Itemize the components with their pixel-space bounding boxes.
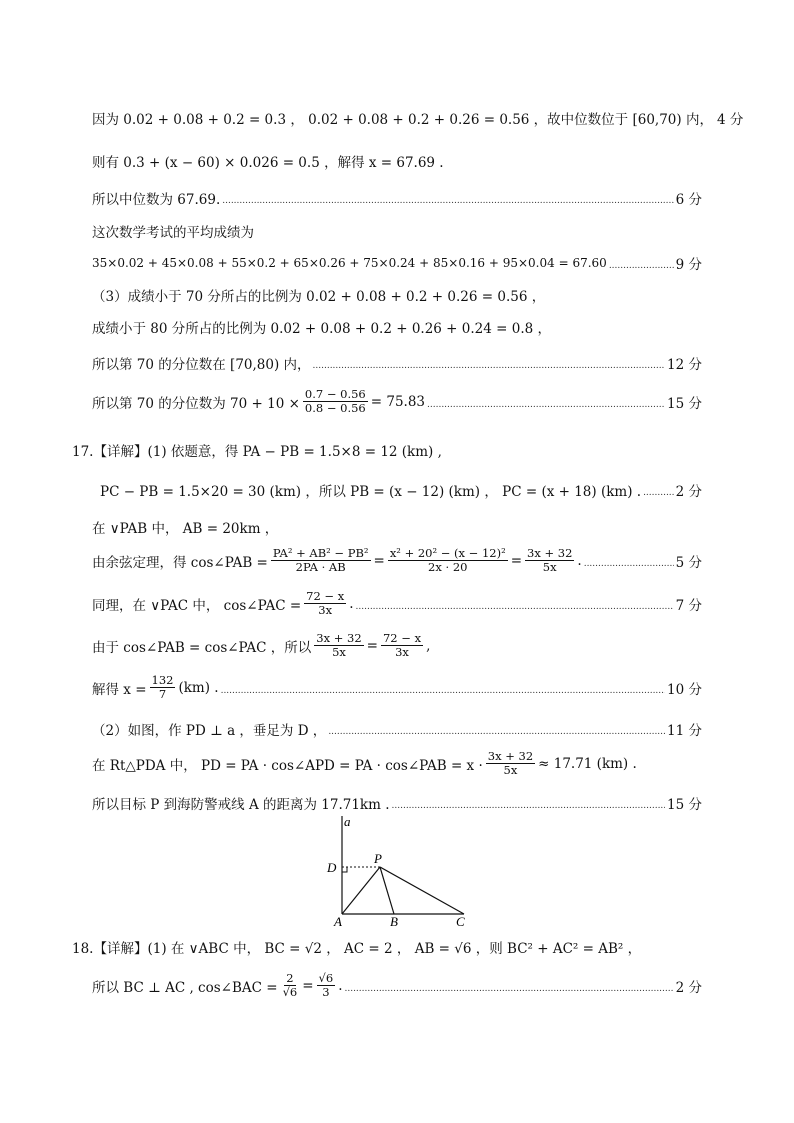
- triangle-figure: [318, 812, 478, 928]
- numerator: 132: [151, 673, 174, 687]
- expr-suffix: (km) .: [178, 679, 219, 696]
- question-heading: [72, 440, 702, 460]
- expr-prefix: 同理，在 ∨PAC 中， cos∠PAC =: [92, 597, 302, 614]
- solution-line: [92, 547, 702, 574]
- score-mark: 15 分: [667, 395, 702, 412]
- score-mark: 10 分: [667, 681, 702, 698]
- solution-line: [92, 353, 702, 373]
- fraction: [150, 674, 176, 701]
- numerator: 3x + 32: [316, 631, 362, 645]
- fraction: [271, 547, 371, 574]
- label-c: C: [456, 914, 465, 928]
- line-text: 所以第 70 的分位数在 [70,80) 内，: [92, 357, 311, 373]
- denominator: 3: [322, 985, 330, 1000]
- right-angle-mark: [342, 867, 347, 872]
- solution-line: [92, 517, 702, 537]
- score-mark: 4 分: [716, 112, 744, 128]
- leader-dots: [609, 256, 674, 270]
- solution-line: [92, 793, 702, 813]
- expr-prefix: 在 Rt△PDA 中， PD = PA · cos∠APD = PA · cos∠PAB = x ·: [92, 757, 483, 774]
- denominator: 5x: [332, 645, 346, 660]
- solution-line: [92, 253, 702, 273]
- fraction: [388, 547, 508, 574]
- leader-dots: [328, 722, 665, 736]
- numerator: x² + 20² − (x − 12)²: [389, 546, 506, 560]
- denominator: 7: [158, 687, 167, 702]
- leader-dots: [344, 979, 673, 993]
- line-text: 所以 BC ⊥ AC , cos∠BAC = $\frac{2}{√6}$ = $\frac{√6}{3}$ .: [92, 971, 343, 1000]
- label-p: P: [374, 851, 382, 866]
- score-mark: 12 分: [667, 357, 702, 373]
- numerator: 72 − x: [306, 589, 345, 603]
- fraction: [314, 632, 363, 659]
- line-text: 因为 0.02 + 0.08 + 0.2 = 0.3 ， 0.02 + 0.08 + 0.2 + 0.26 = 0.56 ，故中位数位于 [60,70) 内，: [92, 112, 713, 128]
- fraction: [303, 388, 368, 415]
- fraction: [381, 632, 423, 659]
- fraction: [281, 972, 300, 999]
- expr-suffix: = 75.83: [370, 393, 426, 410]
- line-text: [92, 388, 425, 415]
- denominator: 5x: [503, 763, 518, 778]
- expr-prefix: 由余弦定理，得 cos∠PAB =: [92, 554, 268, 571]
- score-mark: 11 分: [667, 723, 702, 739]
- leader-dots: [584, 554, 674, 568]
- solution-line: [92, 151, 702, 171]
- numerator: √6: [318, 971, 334, 985]
- line-text: 则有 0.3 + (x − 60) × 0.026 = 0.5 ，解得 x = 67.69 .: [92, 155, 444, 171]
- fraction: [525, 547, 574, 574]
- score-mark: 7 分: [675, 597, 702, 614]
- denominator: 3x: [318, 603, 333, 618]
- score-mark: 6 分: [675, 192, 702, 208]
- denominator: √6: [282, 985, 298, 1000]
- denominator: 0.8 − 0.56: [304, 401, 366, 416]
- score-mark: 5 分: [675, 554, 702, 571]
- label-b: B: [390, 914, 398, 928]
- solution-line: [92, 632, 702, 659]
- denominator: 5x: [542, 560, 557, 575]
- solution-line: [92, 750, 702, 777]
- solution-line: [92, 317, 702, 337]
- numerator: 3x + 32: [527, 546, 573, 560]
- line-text: 这次数学考试的平均成绩为: [92, 225, 254, 241]
- fraction: [317, 972, 336, 999]
- numerator: 72 − x: [382, 631, 422, 645]
- solution-line: [100, 480, 702, 500]
- score-mark: 2 分: [675, 484, 702, 500]
- score-mark: 2 分: [675, 979, 702, 996]
- score-mark: 15 分: [667, 797, 702, 813]
- line-text: （2）如图，作 PD ⊥ a ，垂足为 D ，: [92, 723, 327, 739]
- line-text: 在 ∨PAB 中， AB = 20km ，: [92, 521, 279, 537]
- line-text: 所以目标 P 到海防警戒线 A 的距离为 17.71km .: [92, 797, 390, 813]
- segment-ap: [342, 867, 380, 914]
- solution-line: [92, 221, 702, 241]
- line-text: 17.【详解】(1) 依题意，得 PA − PB = 1.5×8 = 12 (km) ,: [72, 444, 442, 460]
- fraction: [486, 750, 535, 777]
- line-text: 由余弦定理，得 cos∠PAB = $\frac{\text{PA² + AB² − PB²}}{2PA \cdot AB}$ = $\frac{\text{x² + 20² − (x − 12)²}}{2x \cdot 20}$ = $\frac{3x + 32}{5x}$ .: [92, 546, 582, 575]
- solution-line: [92, 285, 702, 305]
- line-text: [92, 674, 219, 701]
- segment-pc: [380, 867, 464, 914]
- label-d: D: [327, 860, 337, 875]
- solution-line: [92, 674, 702, 701]
- expr-prefix: 解得 x =: [92, 681, 147, 698]
- line-text: 同理，在 ∨PAC 中， cos∠PAC = $\frac{72 - x}{3x}$ .: [92, 589, 354, 618]
- label-a: a: [344, 814, 351, 829]
- solution-line: [92, 388, 702, 415]
- line-text: 所以中位数为 67.69.: [92, 192, 221, 208]
- solution-line: [92, 590, 702, 617]
- leader-dots: [392, 796, 666, 810]
- leader-dots: [427, 395, 665, 409]
- leader-dots: [313, 356, 665, 370]
- expr-prefix: 所以 BC ⊥ AC , cos∠BAC =: [92, 979, 278, 996]
- expr-suffix: ≈ 17.71 (km) .: [538, 755, 637, 772]
- denominator: 2x · 20: [428, 560, 468, 575]
- denominator: 2PA · AB: [295, 560, 346, 575]
- score-mark: 9 分: [675, 257, 702, 273]
- solution-line: [92, 719, 702, 739]
- line-text: 成绩小于 80 分所占的比例为 0.02 + 0.08 + 0.2 + 0.26 + 0.24 = 0.8 ，: [92, 321, 551, 337]
- numerator: PA² + AB² − PB²: [272, 546, 369, 560]
- numerator: 0.7 − 0.56: [304, 387, 366, 401]
- solution-line: [92, 108, 744, 128]
- expr-prefix: 所以第 70 的分位数为 70 + 10 ×: [92, 395, 300, 412]
- question-heading: [72, 937, 702, 957]
- line-text: 35×0.02 + 45×0.08 + 55×0.2 + 65×0.26 + 75×0.24 + 85×0.16 + 95×0.04 = 67.60: [92, 256, 607, 270]
- line-text: [92, 750, 637, 777]
- line-text: （3）成绩小于 70 分所占的比例为 0.02 + 0.08 + 0.2 + 0.26 = 0.56 ，: [92, 289, 546, 305]
- solution-line: [92, 188, 702, 208]
- line-text: 18.【详解】(1) 在 ∨ABC 中， BC = √2 ， AC = 2 ， AB = √6 ，则 BC² + AC² = AB² ，: [72, 941, 642, 957]
- leader-dots: [643, 483, 674, 497]
- numerator: 3x + 32: [487, 749, 534, 763]
- solution-line: [92, 972, 702, 999]
- denominator: 3x: [395, 645, 409, 660]
- expr-prefix: 由于 cos∠PAB = cos∠PAC ，所以: [92, 639, 312, 656]
- label-A: A: [334, 914, 342, 928]
- fraction: [304, 590, 346, 617]
- line-text: 由于 cos∠PAB = cos∠PAC ，所以 $\frac{3x + 32}{5x}$ = $\frac{72 - x}{3x}$ ,: [92, 631, 431, 660]
- leader-dots: [356, 597, 674, 611]
- numerator: 2: [286, 971, 294, 985]
- leader-dots: [222, 191, 673, 205]
- line-text: PC − PB = 1.5×20 = 30 (km) ，所以 PB = (x − 12) (km) ， PC = (x + 18) (km) .: [100, 484, 642, 500]
- leader-dots: [221, 681, 665, 695]
